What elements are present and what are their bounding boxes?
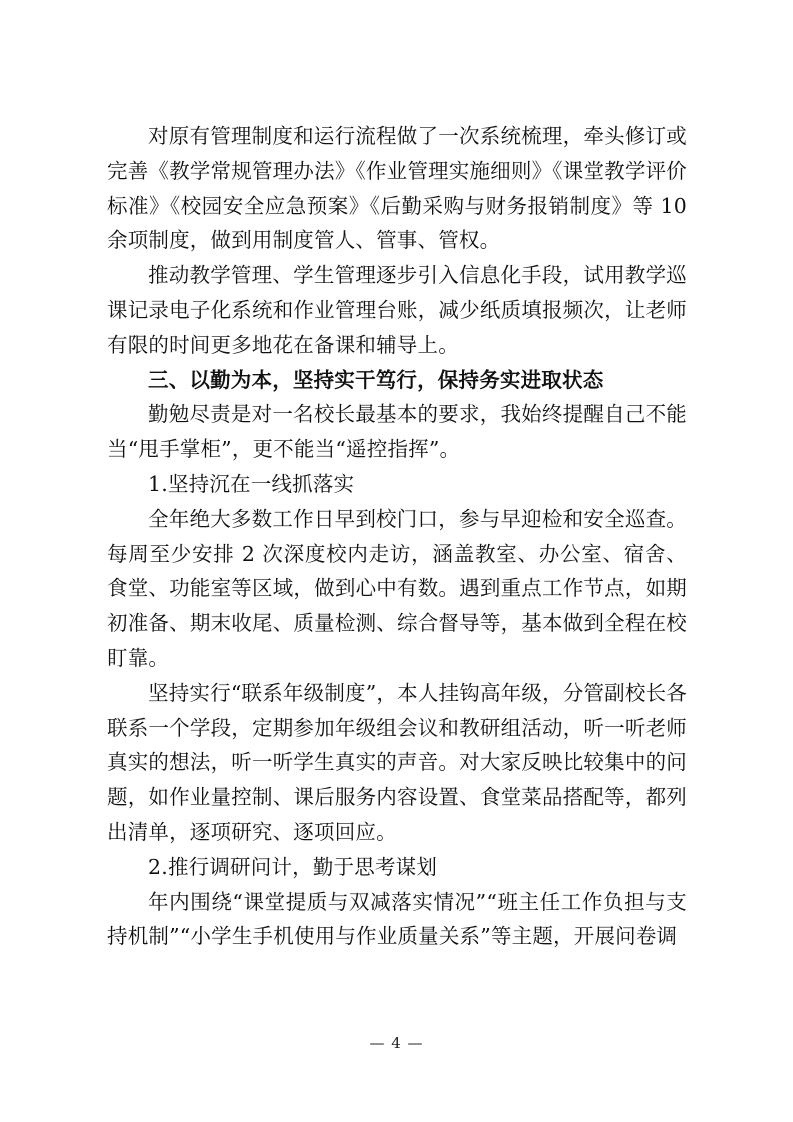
paragraph-informatization: 推动教学管理、学生管理逐步引入信息化手段，试用教学巡课记录电子化系统和作业管理台账，减少纸质填报频次，让老师有限的时间更多地花在备课和辅导上。 <box>107 263 687 357</box>
subheading-two: 2.推行调研问计，勤于思考谋划 <box>148 854 438 879</box>
section-heading-three: 三、以勤为本，坚持实干笃行，保持务实进取状态 <box>148 367 604 392</box>
page-number: — 4 — <box>369 1034 424 1052</box>
subheading-one: 1.坚持沉在一线抓落实 <box>148 471 355 496</box>
paragraph-research: 年内围绕“课堂提质与双减落实情况”“班主任工作负担与支持机制”“小学生手机使用与作业质量关系”等主题，开展问卷调 <box>107 889 687 949</box>
body-text <box>107 119 687 954</box>
paragraph-grade-contact: 坚持实行“联系年级制度”，本人挂钩高年级，分管副校长各联系一个学段，定期参加年级组会议和教研组活动，听一听老师真实的想法，听一听学生真实的声音。对大家反映比较集中的问题，如作业量控制、课后服务内容设置、食堂菜品搭配等，都列出清单，逐项研究、逐项回应。 <box>107 680 687 844</box>
paragraph-frontline: 全年绝大多数工作日早到校门口，参与早迎检和安全巡查。每周至少安排 2 次深度校内走访，涵盖教室、办公室、宿舍、食堂、功能室等区域，做到心中有数。遇到重点工作节点，如期初准备、期末收尾、质量检测、综合督导等，基本做到全程在校盯靠。 <box>107 506 687 670</box>
paragraph-diligence: 勤勉尽责是对一名校长最基本的要求，我始终提醒自己不能当“甩手掌柜”，更不能当“遥控指挥”。 <box>107 402 687 462</box>
paragraph-system-review: 对原有管理制度和运行流程做了一次系统梳理，牵头修订或完善《教学常规管理办法》《作业管理实施细则》《课堂教学评价标准》《校园安全应急预案》《后勤采购与财务报销制度》等 10 余项制度，做到用制度管人、管事、管权。 <box>107 124 687 253</box>
